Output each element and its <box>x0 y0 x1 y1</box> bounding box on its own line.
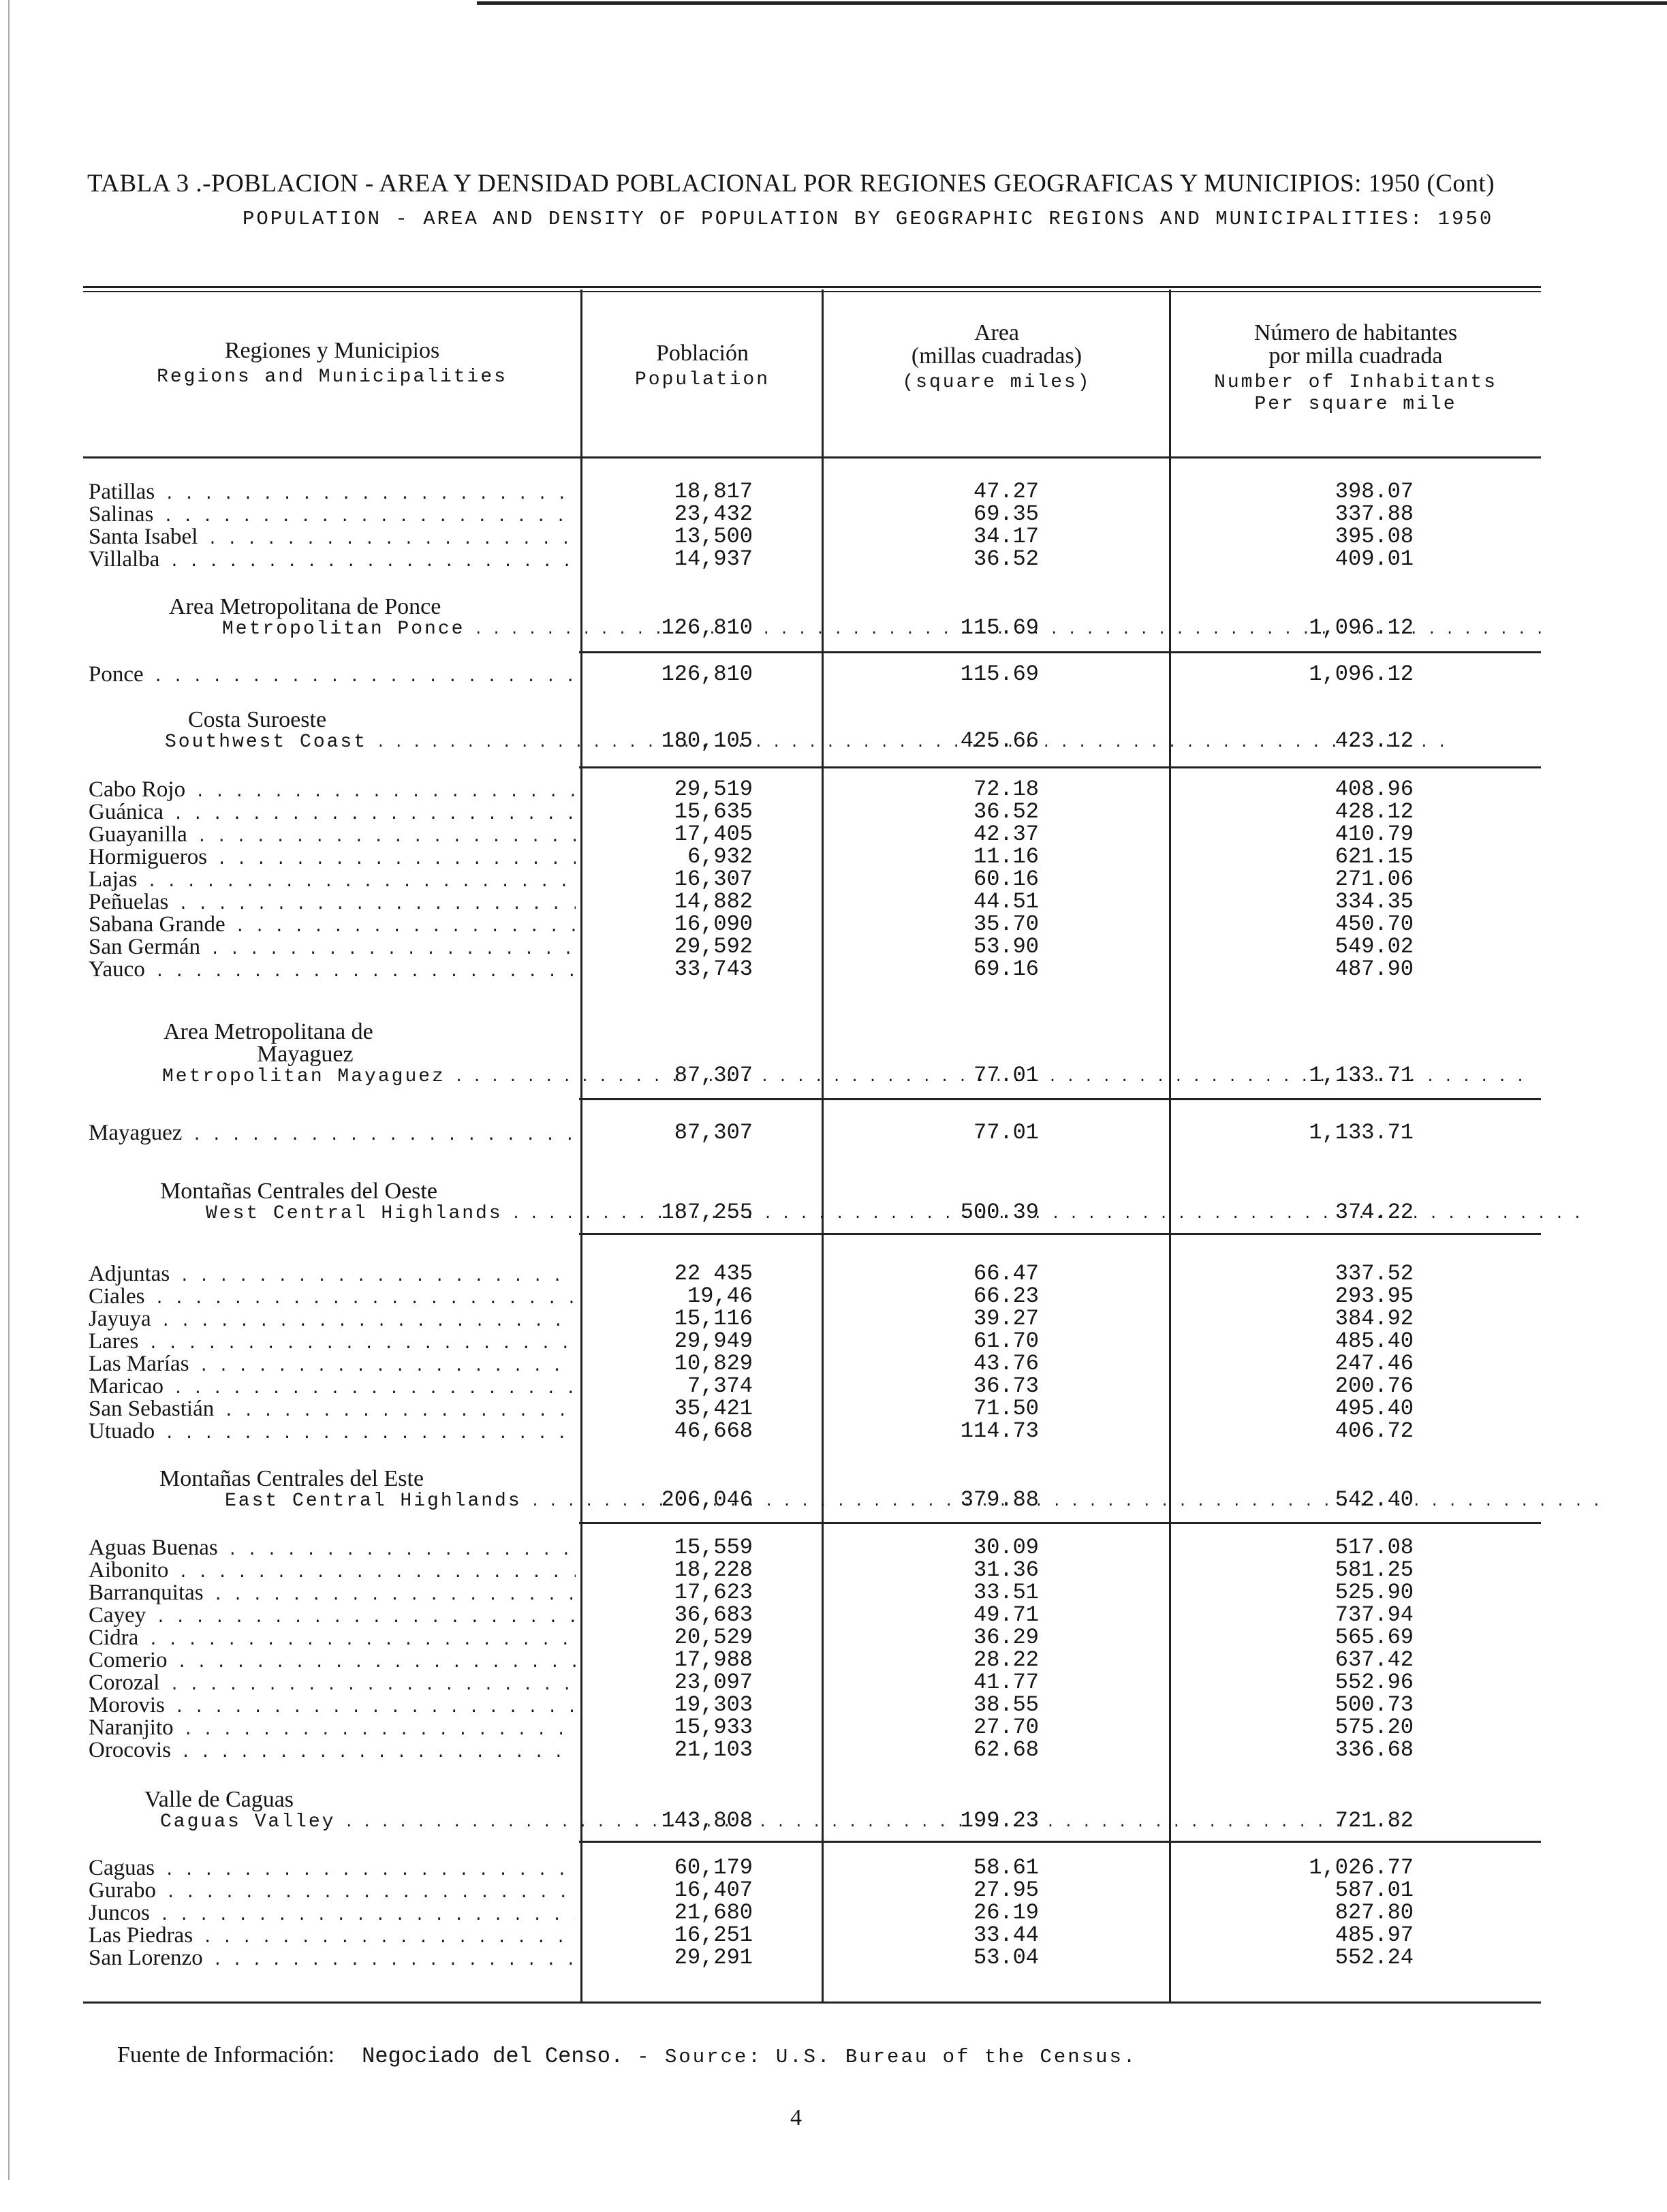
population-value: 13,500 <box>674 524 753 549</box>
region-name-es: Montañas Centrales del Oeste <box>160 1179 437 1204</box>
table-row <box>0 1739 1667 1762</box>
table-row <box>0 1262 1667 1286</box>
region-area-value: 379.88 <box>960 1487 1039 1512</box>
table-row <box>0 1671 1667 1694</box>
table-row <box>0 1420 1667 1443</box>
table-row <box>0 868 1667 891</box>
density-value: 552.96 <box>1335 1670 1414 1695</box>
density-value: 337.88 <box>1335 501 1414 527</box>
table-row <box>0 1121 1667 1144</box>
table-row <box>0 548 1667 571</box>
region-name-en: Caguas Valley . . . <box>160 1812 1415 1833</box>
population-value: 17,623 <box>674 1580 753 1605</box>
density-value: 575.20 <box>1335 1715 1414 1740</box>
area-value: 36.52 <box>973 546 1039 572</box>
municipality-name: Las Marías . . . <box>89 1352 576 1379</box>
population-value: 60,179 <box>674 1855 753 1880</box>
table-row <box>0 935 1667 959</box>
density-value: 428.12 <box>1335 799 1414 824</box>
population-value: 23,097 <box>674 1670 753 1695</box>
region-name-en: West Central Highlands . . . <box>206 1204 1582 1225</box>
density-value: 552.24 <box>1335 1945 1414 1970</box>
region-density-value: 374.22 <box>1335 1200 1414 1225</box>
population-value: 20,529 <box>674 1625 753 1650</box>
population-value: 17,405 <box>674 822 753 847</box>
density-value: 485.40 <box>1335 1328 1414 1354</box>
area-value: 69.35 <box>973 501 1039 527</box>
table-row <box>0 890 1667 914</box>
region-population-value: 87,307 <box>674 1063 753 1088</box>
area-value: 33.51 <box>973 1580 1039 1605</box>
density-value: 384.92 <box>1335 1306 1414 1331</box>
municipality-name: Hormigueros . . . <box>89 845 576 872</box>
population-value: 17,988 <box>674 1647 753 1672</box>
table-row <box>0 1924 1667 1947</box>
table-row <box>0 958 1667 981</box>
area-value: 61.70 <box>973 1328 1039 1354</box>
region-density-value: 423.12 <box>1335 728 1414 753</box>
page-number: 4 <box>790 2105 802 2130</box>
municipality-name: Guánica . . . <box>89 800 576 827</box>
density-value: 1,026.77 <box>1309 1855 1414 1880</box>
table-row <box>0 913 1667 936</box>
municipality-name: Peñuelas . . . <box>89 890 576 917</box>
header-area-es-unit: (millas cuadradas) <box>911 343 1082 369</box>
area-value: 69.16 <box>973 956 1039 982</box>
table-row <box>0 1559 1667 1582</box>
population-value: 22 435 <box>674 1261 753 1286</box>
region-name-es-cont: Mayaguez <box>257 1042 354 1067</box>
area-value: 49.71 <box>973 1602 1039 1627</box>
density-value: 737.94 <box>1335 1602 1414 1627</box>
population-value: 29,519 <box>674 777 753 802</box>
header-area-en: (square miles) <box>902 372 1091 393</box>
municipality-name: Lajas . . . <box>89 868 576 894</box>
municipality-name: Yauco . . . <box>89 958 576 984</box>
area-value: 72.18 <box>973 777 1039 802</box>
table-row <box>0 1397 1667 1420</box>
header-area-es: Area <box>973 320 1020 345</box>
density-value: 337.52 <box>1335 1261 1414 1286</box>
table-title-es: TABLA 3 .-POBLACION - AREA Y DENSIDAD POBLACIONAL POR REGIONES GEOGRAFICAS Y MUNICIPIOS: 1950 (Cont) <box>87 170 1495 198</box>
population-value: 19,46 <box>687 1283 753 1309</box>
density-value: 410.79 <box>1335 822 1414 847</box>
population-value: 7,374 <box>687 1373 753 1399</box>
area-value: 71.50 <box>973 1396 1039 1421</box>
population-value: 10,829 <box>674 1351 753 1376</box>
density-value: 525.90 <box>1335 1580 1414 1605</box>
area-value: 34.17 <box>973 524 1039 549</box>
region-density-value: 542.40 <box>1335 1487 1414 1512</box>
source-label-en: - Source: <box>637 2046 762 2068</box>
population-value: 126,810 <box>661 661 753 687</box>
table-row <box>0 1946 1667 1969</box>
population-value: 16,307 <box>674 867 753 892</box>
region-density-value: 1,133.71 <box>1309 1063 1414 1088</box>
population-value: 23,432 <box>674 501 753 527</box>
table-row <box>0 1856 1667 1880</box>
municipality-name: Comerio . . . <box>89 1649 576 1675</box>
density-value: 827.80 <box>1335 1900 1414 1925</box>
area-value: 42.37 <box>973 822 1039 847</box>
area-value: 66.47 <box>973 1261 1039 1286</box>
density-value: 450.70 <box>1335 912 1414 937</box>
area-value: 53.90 <box>973 934 1039 959</box>
population-value: 14,937 <box>674 546 753 572</box>
population-value: 35,421 <box>674 1396 753 1421</box>
region-population-value: 180,105 <box>661 728 753 753</box>
area-value: 26.19 <box>973 1900 1039 1925</box>
area-value: 27.70 <box>973 1715 1039 1740</box>
region-name-es: Costa Suroeste <box>188 707 327 732</box>
region-population-value: 143,808 <box>661 1808 753 1833</box>
density-value: 408.96 <box>1335 777 1414 802</box>
area-value: 30.09 <box>973 1535 1039 1560</box>
density-value: 336.68 <box>1335 1737 1414 1762</box>
area-value: 35.70 <box>973 912 1039 937</box>
area-value: 58.61 <box>973 1855 1039 1880</box>
region-density-value: 1,096.12 <box>1309 615 1414 640</box>
header-region-es: Regiones y Municipios <box>224 338 440 363</box>
table-row <box>0 823 1667 846</box>
population-value: 29,949 <box>674 1328 753 1354</box>
region-density-value: 721.82 <box>1335 1808 1414 1833</box>
density-value: 637.42 <box>1335 1647 1414 1672</box>
population-value: 33,743 <box>674 956 753 982</box>
source-line <box>117 2042 1137 2069</box>
region-name-en: Metropolitan Ponce . . . <box>222 619 1544 640</box>
table-row <box>0 1307 1667 1330</box>
source-value-en: U.S. Bureau of the Census. <box>775 2046 1138 2068</box>
area-value: 41.77 <box>973 1670 1039 1695</box>
municipality-name: Mayaguez . . . <box>89 1121 576 1148</box>
density-value: 406.72 <box>1335 1418 1414 1444</box>
area-value: 11.16 <box>973 844 1039 869</box>
population-value: 19,303 <box>674 1692 753 1717</box>
density-value: 398.07 <box>1335 479 1414 504</box>
population-value: 15,933 <box>674 1715 753 1740</box>
density-value: 200.76 <box>1335 1373 1414 1399</box>
municipality-name: Aibonito . . . <box>89 1559 576 1585</box>
population-value: 29,592 <box>674 934 753 959</box>
table-row <box>0 1694 1667 1717</box>
area-value: 47.27 <box>973 479 1039 504</box>
table-row <box>0 1901 1667 1925</box>
header-density-en: Number of Inhabitants <box>1214 372 1497 393</box>
density-value: 621.15 <box>1335 844 1414 869</box>
header-region-en: Regions and Municipalities <box>157 367 508 388</box>
area-value: 66.23 <box>973 1283 1039 1309</box>
density-value: 587.01 <box>1335 1878 1414 1903</box>
population-value: 18,228 <box>674 1557 753 1583</box>
table-row <box>0 800 1667 824</box>
population-value: 21,103 <box>674 1737 753 1762</box>
municipality-name: Ciales . . . <box>89 1285 576 1311</box>
header-population-es: Población <box>656 341 749 366</box>
municipality-name: San Germán . . . <box>89 935 576 962</box>
population-value: 15,635 <box>674 799 753 824</box>
density-value: 495.40 <box>1335 1396 1414 1421</box>
table-row <box>0 845 1667 869</box>
population-value: 16,090 <box>674 912 753 937</box>
municipality-name: Jayuya . . . <box>89 1307 576 1334</box>
region-name-es: Area Metropolitana de <box>163 1019 373 1044</box>
header-density-es: Número de habitantes <box>1253 320 1458 345</box>
table-row <box>0 480 1667 503</box>
population-value: 15,116 <box>674 1306 753 1331</box>
municipality-name: Villalba . . . <box>89 548 576 574</box>
municipality-name: Juncos . . . <box>89 1901 576 1928</box>
table-row <box>0 1879 1667 1902</box>
area-value: 77.01 <box>973 1120 1039 1145</box>
municipality-name: Sabana Grande . . . <box>89 913 576 939</box>
area-value: 27.95 <box>973 1878 1039 1903</box>
table-row <box>0 503 1667 526</box>
population-value: 46,668 <box>674 1418 753 1444</box>
area-value: 115.69 <box>960 661 1039 687</box>
table-row <box>0 1716 1667 1739</box>
table-row <box>0 1581 1667 1604</box>
density-value: 1,096.12 <box>1309 661 1414 687</box>
table-row <box>0 1536 1667 1559</box>
density-value: 517.08 <box>1335 1535 1414 1560</box>
municipality-name: Caguas . . . <box>89 1856 576 1883</box>
area-value: 53.04 <box>973 1945 1039 1970</box>
municipality-name: Guayanilla . . . <box>89 823 576 850</box>
municipality-name: Ponce . . . <box>89 663 576 689</box>
header-population-en: Population <box>634 369 770 390</box>
table-row <box>0 1649 1667 1672</box>
area-value: 31.36 <box>973 1557 1039 1583</box>
municipality-name: San Sebastián . . . <box>89 1397 576 1424</box>
area-value: 60.16 <box>973 867 1039 892</box>
source-label-es: Fuente de Información: <box>117 2042 335 2068</box>
municipality-name: Patillas . . . <box>89 480 576 507</box>
population-value: 16,251 <box>674 1922 753 1948</box>
table-row <box>0 1352 1667 1375</box>
area-value: 43.76 <box>973 1351 1039 1376</box>
population-value: 87,307 <box>674 1120 753 1145</box>
region-name-es: Montañas Centrales del Este <box>159 1466 424 1491</box>
area-value: 36.29 <box>973 1625 1039 1650</box>
population-value: 16,407 <box>674 1878 753 1903</box>
municipality-name: Aguas Buenas . . . <box>89 1536 576 1563</box>
table-row <box>0 1604 1667 1627</box>
region-name-en: East Central Highlands . . . <box>225 1491 1601 1512</box>
population-value: 36,683 <box>674 1602 753 1627</box>
region-area-value: 77.01 <box>973 1063 1039 1088</box>
density-value: 581.25 <box>1335 1557 1414 1583</box>
municipality-name: Maricao . . . <box>89 1375 576 1401</box>
region-population-value: 187,255 <box>661 1200 753 1225</box>
municipality-name: Cabo Rojo . . . <box>89 778 576 805</box>
region-area-value: 115.69 <box>960 615 1039 640</box>
table-row <box>0 525 1667 548</box>
municipality-name: Cayey . . . <box>89 1604 576 1630</box>
table-row <box>0 663 1667 686</box>
municipality-name: Morovis . . . <box>89 1694 576 1720</box>
density-value: 395.08 <box>1335 524 1414 549</box>
population-value: 21,680 <box>674 1900 753 1925</box>
area-value: 33.44 <box>973 1922 1039 1948</box>
table-row <box>0 1330 1667 1353</box>
header-density-es-unit: por milla cuadrada <box>1268 343 1443 369</box>
density-value: 500.73 <box>1335 1692 1414 1717</box>
table-row <box>0 778 1667 801</box>
municipality-name: Corozal . . . <box>89 1671 576 1698</box>
density-value: 487.90 <box>1335 956 1414 982</box>
area-value: 36.73 <box>973 1373 1039 1399</box>
region-population-value: 206,046 <box>661 1487 753 1512</box>
region-area-value: 500.39 <box>960 1200 1039 1225</box>
municipality-name: Cidra . . . <box>89 1626 576 1653</box>
area-value: 114.73 <box>960 1418 1039 1444</box>
density-value: 485.97 <box>1335 1922 1414 1948</box>
table-row <box>0 1285 1667 1308</box>
density-value: 565.69 <box>1335 1625 1414 1650</box>
table-row <box>0 1626 1667 1649</box>
municipality-name: Utuado . . . <box>89 1420 576 1446</box>
density-value: 549.02 <box>1335 934 1414 959</box>
region-name-en: Metropolitan Mayaguez . . . <box>162 1067 1525 1088</box>
population-value: 15,559 <box>674 1535 753 1560</box>
population-value: 29,291 <box>674 1945 753 1970</box>
area-value: 39.27 <box>973 1306 1039 1331</box>
region-name-en: Southwest Coast . . . <box>165 732 1446 753</box>
header-density-en-unit: Per square mile <box>1254 394 1457 415</box>
area-value: 44.51 <box>973 889 1039 914</box>
region-name-es: Valle de Caguas <box>144 1787 294 1812</box>
municipality-name: San Lorenzo . . . <box>89 1946 576 1973</box>
area-value: 38.55 <box>973 1692 1039 1717</box>
density-value: 271.06 <box>1335 867 1414 892</box>
area-value: 28.22 <box>973 1647 1039 1672</box>
population-value: 6,932 <box>687 844 753 869</box>
municipality-name: Barranquitas . . . <box>89 1581 576 1608</box>
population-value: 14,882 <box>674 889 753 914</box>
density-value: 1,133.71 <box>1309 1120 1414 1145</box>
table-row <box>0 1375 1667 1398</box>
density-value: 293.95 <box>1335 1283 1414 1309</box>
area-value: 36.52 <box>973 799 1039 824</box>
municipality-name: Salinas . . . <box>89 503 576 529</box>
region-name-es: Area Metropolitana de Ponce <box>169 594 441 619</box>
region-area-value: 199.23 <box>960 1808 1039 1833</box>
municipality-name: Santa Isabel . . . <box>89 525 576 552</box>
region-area-value: 425.66 <box>960 728 1039 753</box>
municipality-name: Lares . . . <box>89 1330 576 1356</box>
population-value: 18,817 <box>674 479 753 504</box>
municipality-name: Orocovis . . . <box>89 1739 576 1765</box>
table-title-en: POPULATION - AREA AND DENSITY OF POPULATION BY GEOGRAPHIC REGIONS AND MUNICIPALITIES: 1950 <box>243 208 1494 230</box>
municipality-name: Adjuntas . . . <box>89 1262 576 1289</box>
density-value: 334.35 <box>1335 889 1414 914</box>
municipality-name: Las Piedras . . . <box>89 1924 576 1950</box>
area-value: 62.68 <box>973 1737 1039 1762</box>
density-value: 409.01 <box>1335 546 1414 572</box>
region-population-value: 126,810 <box>661 615 753 640</box>
density-value: 247.46 <box>1335 1351 1414 1376</box>
municipality-name: Naranjito . . . <box>89 1716 576 1743</box>
source-value-es: Negociado del Censo. <box>362 2044 624 2069</box>
municipality-name: Gurabo . . . <box>89 1879 576 1905</box>
